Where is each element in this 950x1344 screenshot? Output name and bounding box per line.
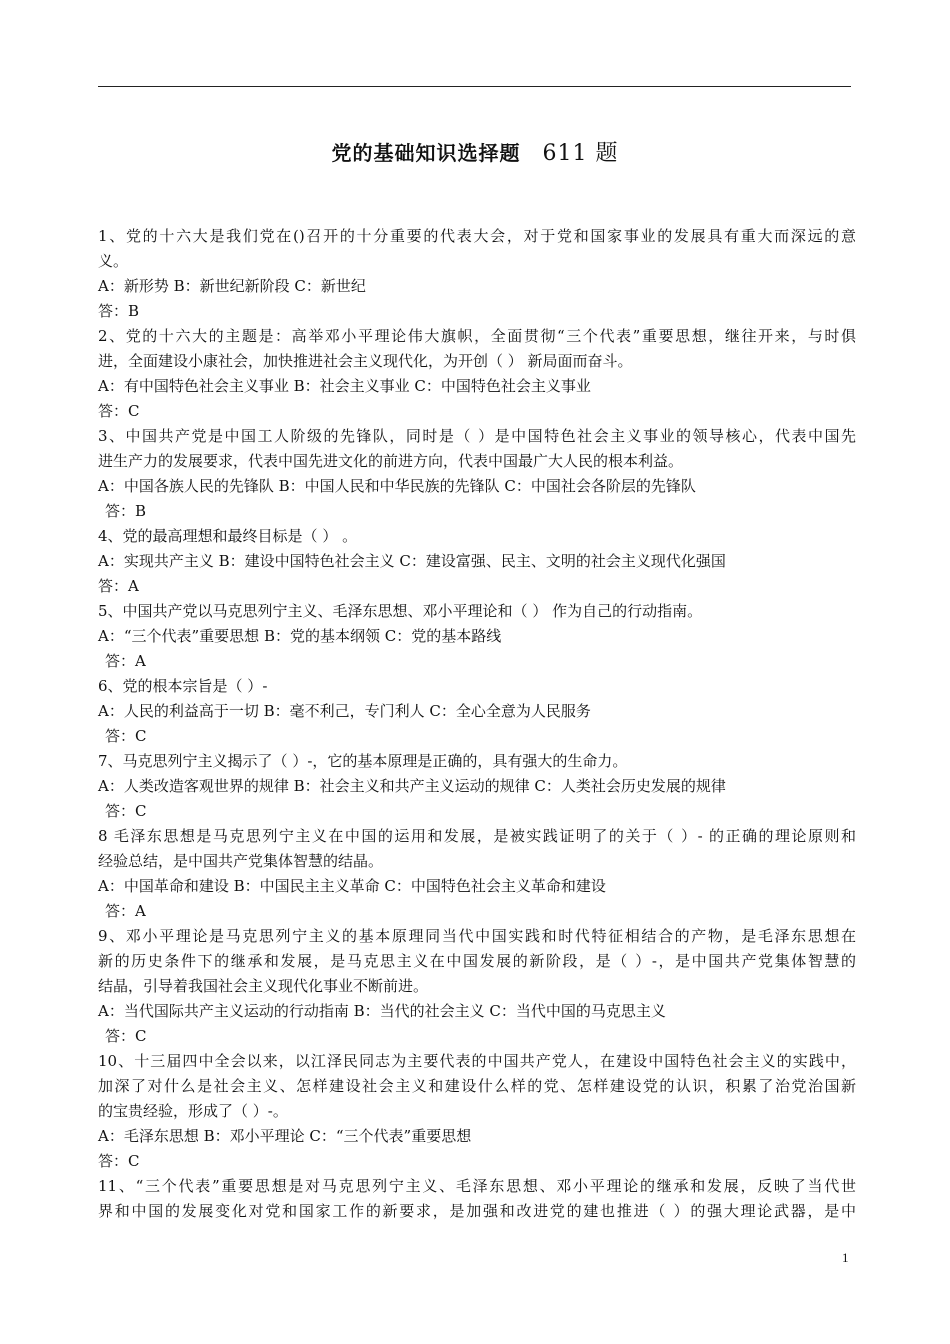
text-line: 4、党的最高理想和最终目标是（ ） 。 bbox=[98, 527, 358, 545]
text-line: 8 毛泽东思想是马克思列宁主义在中国的运用和发展，是被实践证明了的关于（ ）- 的正确的理论原则和 bbox=[98, 827, 856, 845]
text-line: 新的历史条件下的继承和发展，是马克思主义在中国发展的新阶段，是（ ）-，是中国共产党集体智慧的 bbox=[98, 952, 856, 970]
text-line: 答：C bbox=[105, 727, 147, 745]
text-line: 经验总结，是中国共产党集体智慧的结晶。 bbox=[98, 852, 384, 870]
title-count: 611 题 bbox=[542, 141, 619, 166]
text-line: A：人类改造客观世界的规律 B：社会主义和共产主义运动的规律 C：人类社会历史发展的规律 bbox=[98, 777, 726, 795]
text-line: 的宝贵经验，形成了（ ）-。 bbox=[98, 1102, 288, 1120]
text-line: 答：C bbox=[105, 802, 147, 820]
text-line: 答：B bbox=[98, 302, 140, 320]
text-line: 答：A bbox=[105, 902, 146, 920]
text-line: 加深了对什么是社会主义、怎样建设社会主义和建设什么样的党、怎样建设党的认识，积累了治党治国新 bbox=[98, 1077, 856, 1095]
title-text: 党的基础知识选择题 bbox=[331, 141, 521, 165]
text-line: 答：C bbox=[105, 1027, 147, 1045]
text-line: 答：A bbox=[105, 652, 146, 670]
text-line: A：实现共产主义 B：建设中国特色社会主义 C：建设富强、民主、文明的社会主义现代化强国 bbox=[98, 552, 726, 570]
text-line: A：“三个代表”重要思想 B：党的基本纲领 C：党的基本路线 bbox=[98, 627, 502, 645]
text-line: A：当代国际共产主义运动的行动指南 B：当代的社会主义 C：当代中国的马克思主义 bbox=[98, 1002, 666, 1020]
text-line: 界和中国的发展变化对党和国家工作的新要求，是加强和改进党的建也推进（ ）的强大理论武器，是中 bbox=[98, 1202, 856, 1220]
text-line: 7、马克思列宁主义揭示了（ ）-，它的基本原理是正确的，具有强大的生命力。 bbox=[98, 752, 628, 770]
text-line: A：中国各族人民的先锋队 B：中国人民和中华民族的先锋队 C：中国社会各阶层的先锋队 bbox=[98, 477, 696, 495]
text-line: 1、党的十六大是我们党在()召开的十分重要的代表大会，对于党和国家事业的发展具有重大而深远的意 bbox=[98, 227, 856, 245]
text-line: A：毛泽东思想 B：邓小平理论 C：“三个代表”重要思想 bbox=[98, 1127, 472, 1145]
text-line: A：人民的利益高于一切 B：毫不利己，专门利人 C：全心全意为人民服务 bbox=[98, 702, 591, 720]
text-line: 义。 bbox=[98, 252, 129, 270]
text-line: 5、中国共产党以马克思列宁主义、毛泽东思想、邓小平理论和（ ） 作为自己的行动指南。 bbox=[98, 602, 703, 620]
header-rule bbox=[98, 86, 851, 87]
text-line: 答：C bbox=[98, 1152, 140, 1170]
text-line: A：有中国特色社会主义事业 B：社会主义事业 C：中国特色社会主义事业 bbox=[98, 377, 591, 395]
text-line: 9、邓小平理论是马克思列宁主义的基本原理同当代中国实践和时代特征相结合的产物，是毛泽东思想在 bbox=[98, 927, 856, 945]
text-line: 进生产力的发展要求，代表中国先进文化的前进方向，代表中国最广大人民的根本利益。 bbox=[98, 452, 684, 470]
text-line: 答：C bbox=[98, 402, 140, 420]
text-line: 3、中国共产党是中国工人阶级的先锋队，同时是（ ）是中国特色社会主义事业的领导核心，代表中国先 bbox=[98, 427, 856, 445]
text-line: 6、党的根本宗旨是（ ）- bbox=[98, 677, 268, 695]
document-title bbox=[0, 136, 950, 167]
question-list bbox=[98, 224, 856, 1224]
text-line: 结晶，引导着我国社会主义现代化事业不断前进。 bbox=[98, 977, 429, 995]
text-line: A：中国革命和建设 B：中国民主主义革命 C：中国特色社会主义革命和建设 bbox=[98, 877, 606, 895]
text-line: 2、党的十六大的主题是：高举邓小平理论伟大旗帜，全面贯彻“三个代表”重要思想，继往开来，与时俱 bbox=[98, 327, 856, 345]
text-line: 11、“三个代表”重要思想是对马克思列宁主义、毛泽东思想、邓小平理论的继承和发展，反映了当代世 bbox=[98, 1177, 856, 1195]
text-line: A：新形势 B：新世纪新阶段 C：新世纪 bbox=[98, 277, 366, 295]
text-line: 答：B bbox=[105, 502, 147, 520]
text-line: 10、十三届四中全会以来，以江泽民同志为主要代表的中国共产党人，在建设中国特色社会主义的实践中， bbox=[98, 1052, 856, 1070]
text-line: 答：A bbox=[98, 577, 139, 595]
page-number: 1 bbox=[842, 1250, 849, 1265]
text-line: 进，全面建设小康社会，加快推进社会主义现代化，为开创（ ） 新局面而奋斗。 bbox=[98, 352, 633, 370]
